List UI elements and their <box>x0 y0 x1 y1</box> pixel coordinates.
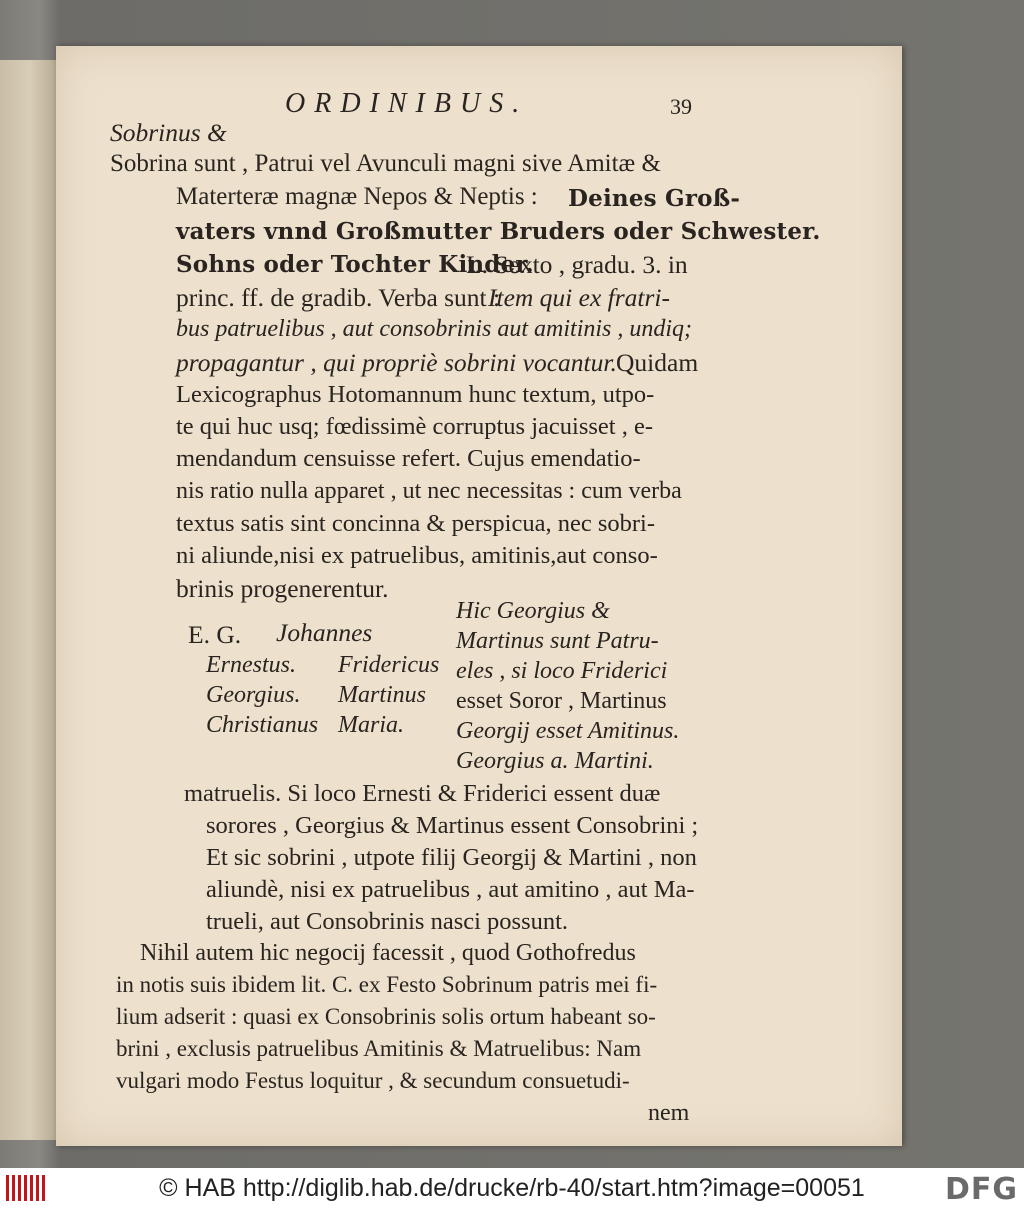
side-text-line: Georgius a. Martini. <box>456 748 654 774</box>
text-line-fraktur: Deines Groß- <box>568 185 741 212</box>
text-line: Nihil autem hic negocij facessit , quod Gothofredus <box>140 940 636 966</box>
text-line: Et sic sobrini , utpote filij Georgij & Martini , non <box>206 844 697 871</box>
side-text-line: Martinus sunt Patru- <box>456 628 659 654</box>
text-line: brini , exclusis patruelibus Amitinis & Matruelibus: Nam <box>116 1036 642 1061</box>
genealogy-name: Georgius. <box>206 682 301 708</box>
genealogy-name: Martinus <box>338 682 427 708</box>
text-line: bus patruelibus , aut consobrinis aut amitinis , undiq; <box>176 316 693 342</box>
side-text-line: Georgij esset Amitinus. <box>456 718 680 744</box>
text-line: lium adserit : quasi ex Consobrinis solis ortum habeant so- <box>116 1004 656 1029</box>
running-title: ORDINIBUS. <box>285 88 529 119</box>
text-line: trueli, aut Consobrinis nasci possunt. <box>206 908 569 935</box>
genealogy-name: Johannes <box>276 618 373 647</box>
text-line: vulgari modo Festus loquitur , & secundum consuetudi- <box>116 1068 630 1093</box>
text-line: brinis progenerentur. <box>176 574 389 603</box>
copyright-link[interactable]: © HAB http://diglib.hab.de/drucke/rb-40/start.htm?image=00051 <box>159 1174 865 1202</box>
text-line: propagantur , qui propriè sobrini vocantur. <box>176 348 617 377</box>
text-line: Materteræ magnæ Nepos & Neptis : <box>176 183 538 210</box>
text-line: sorores , Georgius & Martinus essent Consobrini ; <box>206 812 699 839</box>
text-line-fraktur: Sohns oder Tochter Kinder. <box>176 251 534 278</box>
text-line: matruelis. Si loco Ernesti & Friderici essent duæ <box>184 780 661 807</box>
dfg-logo: DFG <box>944 1172 1018 1207</box>
text-line: Quidam <box>616 348 699 377</box>
page-number: 39 <box>670 94 692 119</box>
side-text-line: esset Soror , Martinus <box>456 688 667 714</box>
text-line: te qui huc usq; fœdissimè corruptus jacuisset , e- <box>176 413 653 440</box>
text-line-fraktur: vaters vnnd Großmutter Bruders oder Schwester. <box>176 218 821 245</box>
side-text-line: eles , si loco Friderici <box>456 658 668 684</box>
text-line: ni aliunde,nisi ex patruelibus, amitinis,aut conso- <box>176 542 658 569</box>
text-line: Lexicographus Hotomannum hunc textum, utpo- <box>176 381 655 408</box>
genealogy-name: Fridericus <box>338 652 440 678</box>
text-line: L. Sexto , gradu. 3. in <box>466 250 688 279</box>
catchword: nem <box>648 1100 690 1126</box>
text-line: Sobrinus & <box>110 118 227 147</box>
text-line: nis ratio nulla apparet , ut nec necessitas : cum verba <box>176 478 682 504</box>
genealogy-name: Christianus <box>206 712 319 738</box>
text-line: textus satis sint concinna & perspicua, nec sobri- <box>176 510 655 537</box>
example-label: E. G. <box>188 620 242 649</box>
text-line: aliundè, nisi ex patruelibus , aut amitino , aut Ma- <box>206 876 695 903</box>
facing-page-edge <box>0 60 56 1140</box>
text-line: princ. ff. de gradib. Verba sunt : <box>176 283 501 312</box>
genealogy-name: Ernestus. <box>206 652 296 678</box>
genealogy-name: Maria. <box>338 712 404 738</box>
text-line: Item qui ex fratri- <box>488 283 670 312</box>
side-text-line: Hic Georgius & <box>456 598 610 624</box>
viewer-footer <box>0 1168 1024 1209</box>
book-page <box>56 46 902 1146</box>
text-line: mendandum censuisse refert. Cujus emendatio- <box>176 445 641 472</box>
text-line: Sobrina sunt , Patrui vel Avunculi magni sive Amitæ & <box>110 150 661 177</box>
text-line: in notis suis ibidem lit. C. ex Festo Sobrinum patris mei fi- <box>116 972 658 997</box>
